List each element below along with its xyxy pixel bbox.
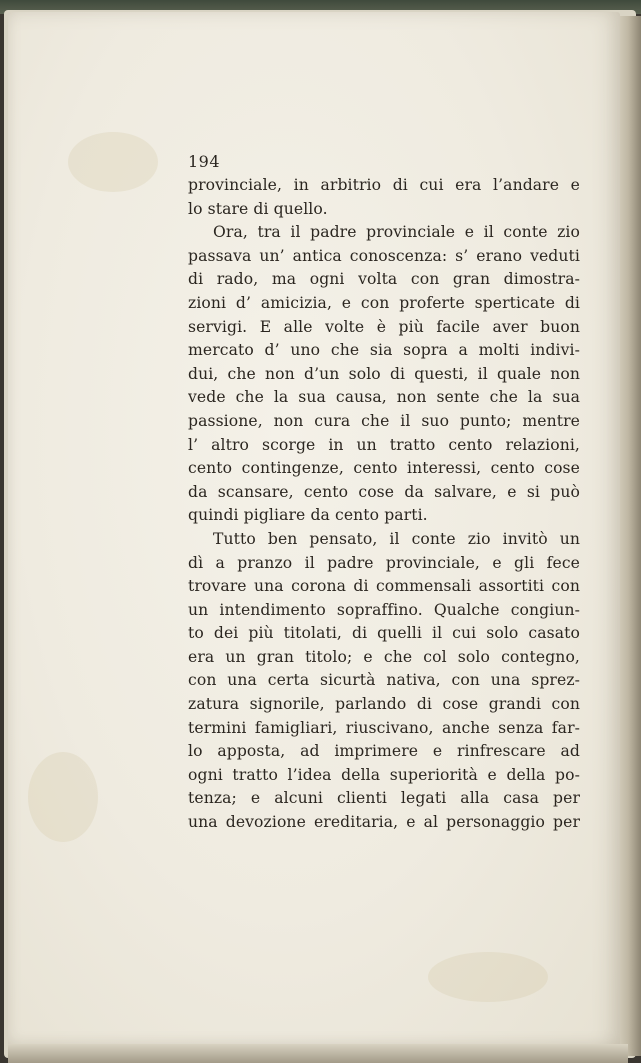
page-text-block bbox=[188, 152, 580, 835]
text-line: era un gran titolo; e che col solo contegno, bbox=[188, 647, 580, 666]
text-line: vede che la sua causa, non sente che la sua bbox=[188, 388, 580, 407]
text-line: l’ altro scorge in un tratto cento relazioni, bbox=[188, 435, 580, 454]
text-line: lo apposta, ad imprimere e rinfrescare ad bbox=[188, 742, 580, 761]
text-line: cento contingenze, cento interessi, cento cose bbox=[188, 459, 580, 478]
text-line: passava un’ antica conoscenza: s’ erano veduti bbox=[188, 246, 580, 265]
page-number: 194 bbox=[188, 152, 221, 171]
text-line: Tutto ben pensato, il conte zio invitò un bbox=[213, 529, 580, 548]
page-edge-bottom bbox=[8, 1044, 628, 1063]
text-line: tenza; e alcuni clienti legati alla casa per bbox=[188, 789, 580, 808]
text-line: dì a pranzo il padre provinciale, e gli fece bbox=[188, 553, 580, 572]
paper-stain bbox=[28, 752, 98, 842]
text-line: di rado, ma ogni volta con gran dimostra- bbox=[188, 270, 580, 289]
text-line: lo stare di quello. bbox=[188, 199, 328, 218]
text-line: Ora, tra il padre provinciale e il conte zio bbox=[213, 223, 580, 242]
text-line: zioni d’ amicizia, e con proferte sperticate di bbox=[188, 293, 580, 312]
paper-stain bbox=[428, 952, 548, 1002]
text-line: una devozione ereditaria, e al personaggio per bbox=[188, 813, 580, 832]
text-line: ogni tratto l’idea della superiorità e della po- bbox=[188, 765, 580, 784]
text-line: provinciale, in arbitrio di cui era l’andare e bbox=[188, 176, 580, 194]
text-line: zatura signorile, parlando di cose grandi con bbox=[188, 695, 580, 714]
paper-stain bbox=[68, 132, 158, 192]
text-line: un intendimento sopraffino. Qualche congiun- bbox=[188, 600, 580, 619]
text-line: quindi pigliare da cento parti. bbox=[188, 506, 428, 525]
text-line: mercato d’ uno che sia sopra a molti indivi- bbox=[188, 341, 580, 360]
text-line: servigi. E alle volte è più facile aver buon bbox=[188, 317, 580, 336]
text-line: con una certa sicurtà nativa, con una sprez- bbox=[188, 671, 580, 690]
text-line: to dei più titolati, di quelli il cui solo casato bbox=[188, 624, 580, 643]
text-line: dui, che non d’un solo di questi, il quale non bbox=[188, 364, 580, 383]
page-edge-right bbox=[620, 16, 641, 1056]
text-lines bbox=[188, 174, 580, 835]
text-line: passione, non cura che il suo punto; mentre bbox=[188, 411, 580, 430]
text-line: termini famigliari, riuscivano, anche senza far- bbox=[188, 718, 580, 737]
text-line: trovare una corona di commensali assortiti con bbox=[188, 577, 580, 596]
text-line: da scansare, cento cose da salvare, e si può bbox=[188, 482, 580, 501]
